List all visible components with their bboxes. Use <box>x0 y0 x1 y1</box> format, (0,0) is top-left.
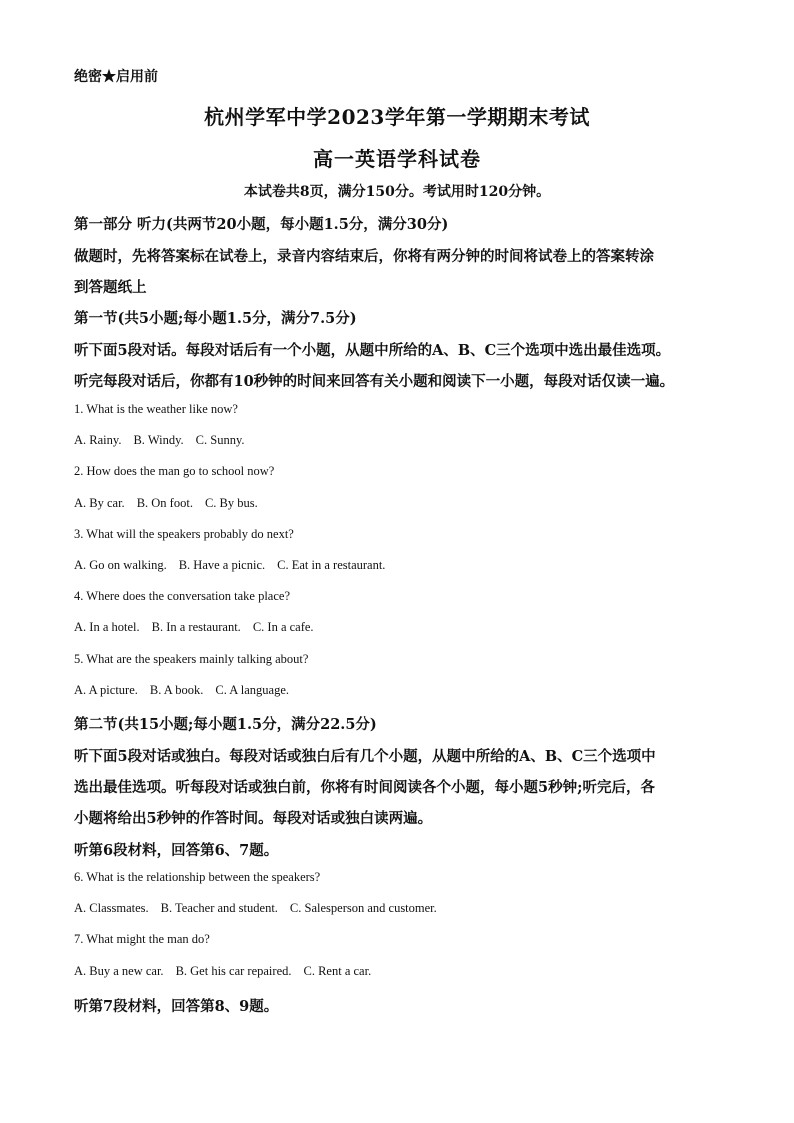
part1-instruction-line1: 做题时，先将答案标在试卷上，录音内容结束后，你将有两分钟的时间将试卷上的答案转涂 <box>74 248 654 265</box>
section1-heading: 第一节(共5小题;每小题1.5分，满分7.5分) <box>74 310 357 327</box>
question-stem: 2. How does the man go to school now? <box>74 464 275 478</box>
question-stem: 5. What are the speakers mainly talking about? <box>74 652 309 666</box>
question-stem: 3. What will the speakers probably do next? <box>74 527 294 541</box>
option-a: A. Buy a new car. <box>74 964 164 978</box>
option-a: A. In a hotel. <box>74 620 140 634</box>
option-b: B. Get his car repaired. <box>175 964 292 978</box>
confidential-mark: 绝密★启用前 <box>74 69 158 85</box>
question-options <box>74 901 449 916</box>
question-stem: 7. What might the man do? <box>74 932 210 946</box>
option-a: A. Go on walking. <box>74 558 167 572</box>
material-6-heading: 听第6段材料，回答第6、7题。 <box>74 842 279 859</box>
section2-instruction-line1: 听下面5段对话或独白。每段对话或独白后有几个小题，从题中所给的A、B、C三个选项中 <box>74 748 656 765</box>
section1-instruction-line2: 听完每段对话后，你都有10秒钟的时间来回答有关小题和阅读下一小题，每段对话仅读一遍。 <box>74 373 675 390</box>
option-c: C. By bus. <box>204 496 258 510</box>
question-options <box>74 433 257 448</box>
question-options <box>74 620 326 635</box>
option-b: B. Have a picnic. <box>178 558 266 572</box>
question-options <box>74 683 301 698</box>
material-7-heading: 听第7段材料，回答第8、9题。 <box>74 998 279 1015</box>
question-options <box>74 558 397 573</box>
option-b: B. A book. <box>149 683 204 697</box>
question-stem: 4. Where does the conversation take place? <box>74 589 290 603</box>
section2-instruction-line3: 小题将给出5秒钟的作答时间。每段对话或独白读两遍。 <box>74 810 433 827</box>
exam-note: 本试卷共8页，满分150分。考试用时120分钟。 <box>243 184 551 200</box>
option-a: A. A picture. <box>74 683 138 697</box>
question-options <box>74 964 383 979</box>
option-c: C. Eat in a restaurant. <box>277 558 386 572</box>
option-c: C. Salesperson and customer. <box>289 901 437 915</box>
section2-instruction-line2: 选出最佳选项。听每段对话或独白前，你将有时间阅读各个小题，每小题5秒钟;听完后，各 <box>74 779 655 796</box>
part1-heading: 第一部分 听力(共两节20小题，每小题1.5分，满分30分) <box>74 216 449 233</box>
part1-instruction-line2: 到答题纸上 <box>74 279 147 296</box>
exam-subtitle: 高一英语学科试卷 <box>313 147 481 171</box>
option-b: B. Teacher and student. <box>160 901 278 915</box>
option-c: C. In a cafe. <box>252 620 314 634</box>
question-stem: 1. What is the weather like now? <box>74 402 238 416</box>
option-a: A. Rainy. <box>74 433 122 447</box>
section2-heading: 第二节(共15小题;每小题1.5分，满分22.5分) <box>74 716 377 733</box>
option-b: B. In a restaurant. <box>151 620 241 634</box>
question-options <box>74 496 270 511</box>
question-stem: 6. What is the relationship between the speakers? <box>74 870 321 884</box>
exam-title: 杭州学军中学2023学年第一学期期末考试 <box>204 105 590 129</box>
section1-instruction-line1: 听下面5段对话。每段对话后有一个小题，从题中所给的A、B、C三个选项中选出最佳选项。 <box>74 342 671 359</box>
option-c: C. Rent a car. <box>303 964 372 978</box>
option-b: B. Windy. <box>133 433 184 447</box>
option-c: C. Sunny. <box>195 433 245 447</box>
option-b: B. On foot. <box>136 496 193 510</box>
option-c: C. A language. <box>215 683 289 697</box>
option-a: A. By car. <box>74 496 125 510</box>
option-a: A. Classmates. <box>74 901 149 915</box>
